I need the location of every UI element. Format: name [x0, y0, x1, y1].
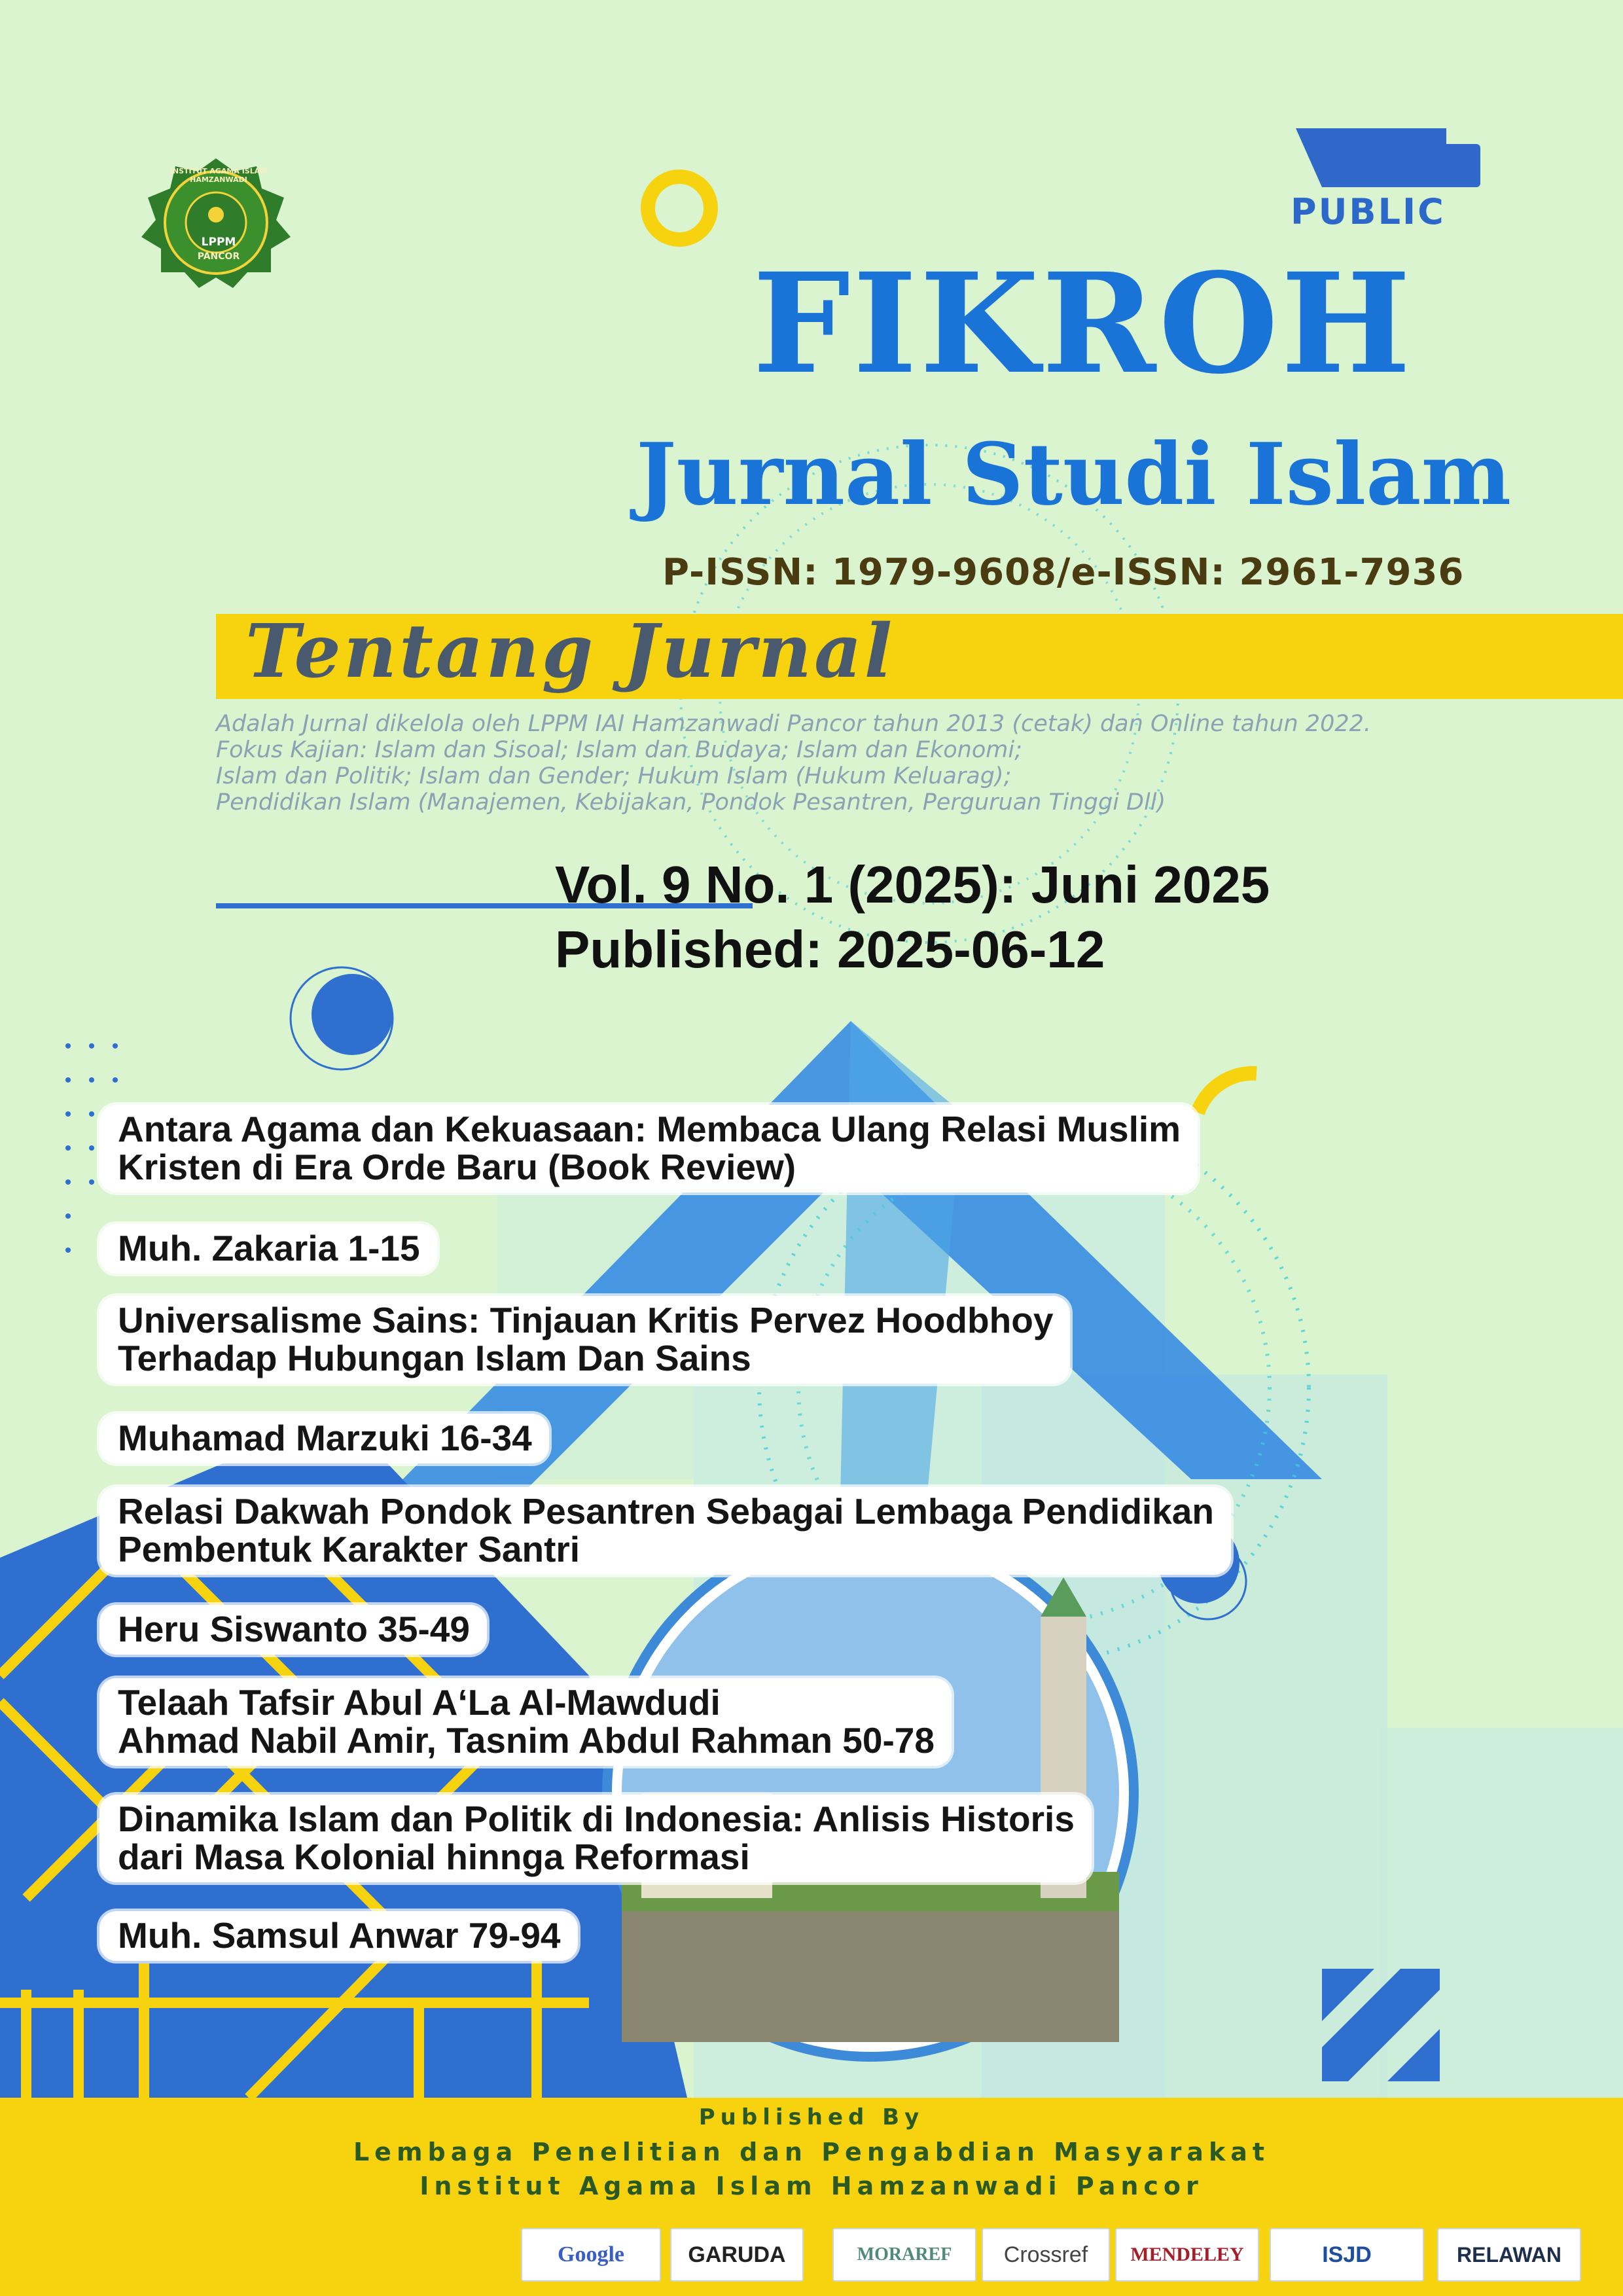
article-author	[99, 1414, 549, 1463]
seal-bottom-text: PANCOR	[197, 251, 240, 262]
article-line: Muh. Zakaria 1-15	[118, 1228, 420, 1268]
article-title[interactable]	[99, 1795, 1092, 1882]
article-line: dari Masa Kolonial hinnga Reformasi	[118, 1837, 750, 1877]
article-author	[99, 1224, 437, 1274]
journal-title: FIKROH	[753, 243, 1414, 404]
article-line: Pembentuk Karakter Santri	[118, 1529, 580, 1570]
article-line: Terhadap Hubungan Islam Dan Sains	[118, 1338, 751, 1378]
article-line: Telaah Tafsir Abul A‘La Al-Mawdudi	[118, 1682, 721, 1723]
moraref-logo[interactable]: MORAREF	[832, 2228, 976, 2282]
article-title[interactable]	[99, 1105, 1198, 1193]
article-line: Universalisme Sains: Tinjauan Kritis Pervez Hoodbhoy	[118, 1300, 1054, 1340]
article-line: Relasi Dakwah Pondok Pesantren Sebagai Lembaga Pendidikan	[118, 1491, 1214, 1532]
article-line: Antara Agama dan Kekuasaan: Membaca Ulang Relasi Muslim	[118, 1109, 1181, 1149]
article-author	[99, 1605, 487, 1655]
article-line: Heru Siswanto 35-49	[118, 1609, 470, 1649]
published-by: Published By	[698, 2104, 925, 2130]
garuda-logo[interactable]: GARUDA	[670, 2228, 804, 2282]
article-title[interactable]	[99, 1487, 1231, 1575]
relawan-jurnal-logo[interactable]: RELAWAN	[1437, 2228, 1581, 2282]
article-line: Kristen di Era Orde Baru (Book Review)	[118, 1147, 796, 1187]
seal-center-text: LPPM	[201, 236, 236, 249]
issue-volume: Vol. 9 No. 1 (2025): Juni 2025	[555, 855, 1270, 914]
public-label: PUBLIC	[1291, 191, 1446, 232]
isjd-logo[interactable]: ISJD	[1270, 2228, 1424, 2282]
article-line: Muh. Samsul Anwar 79-94	[118, 1915, 561, 1956]
about-line: Pendidikan Islam (Manajemen, Kebijakan, Pondok Pesantren, Perguruan Tinggi Dll)	[216, 789, 1166, 816]
about-line: Islam dan Politik; Islam dan Gender; Hukum Islam (Hukum Keluarag);	[216, 763, 1012, 789]
crossref-logo[interactable]: Crossref	[982, 2228, 1110, 2282]
journal-subtitle: Jurnal Studi Islam	[636, 424, 1512, 524]
seal-ring-text: INSTITUT AGAMA ISLAM HAMZANWADI	[169, 167, 268, 184]
about-line: Adalah Jurnal dikelola oleh LPPM IAI Hamzanwadi Pancor tahun 2013 (cetak) dan Online tahun 2022.	[216, 711, 1372, 737]
google-scholar-logo[interactable]: Google	[521, 2228, 661, 2282]
mendeley-logo[interactable]: MENDELEY	[1115, 2228, 1259, 2282]
article-line: Dinamika Islam dan Politik di Indonesia: Anlisis Historis	[118, 1799, 1075, 1839]
institution-line: Institut Agama Islam Hamzanwadi Pancor	[419, 2172, 1204, 2200]
article-title[interactable]	[99, 1296, 1070, 1384]
about-heading: Tentang Jurnal	[245, 609, 895, 694]
article-title[interactable]	[99, 1678, 952, 1766]
issue-published-date: Published: 2025-06-12	[555, 920, 1105, 978]
issn: P-ISSN: 1979-9608/e-ISSN: 2961-7936	[662, 551, 1465, 594]
article-author	[99, 1911, 578, 1961]
institution-line: Lembaga Penelitian dan Pengabdian Masyarakat	[353, 2138, 1270, 2166]
article-line: Muhamad Marzuki 16-34	[118, 1418, 532, 1458]
article-line: Ahmad Nabil Amir, Tasnim Abdul Rahman 50-78	[118, 1720, 935, 1761]
about-line: Fokus Kajian: Islam dan Sisoal; Islam dan Budaya; Islam dan Ekonomi;	[216, 737, 1022, 763]
